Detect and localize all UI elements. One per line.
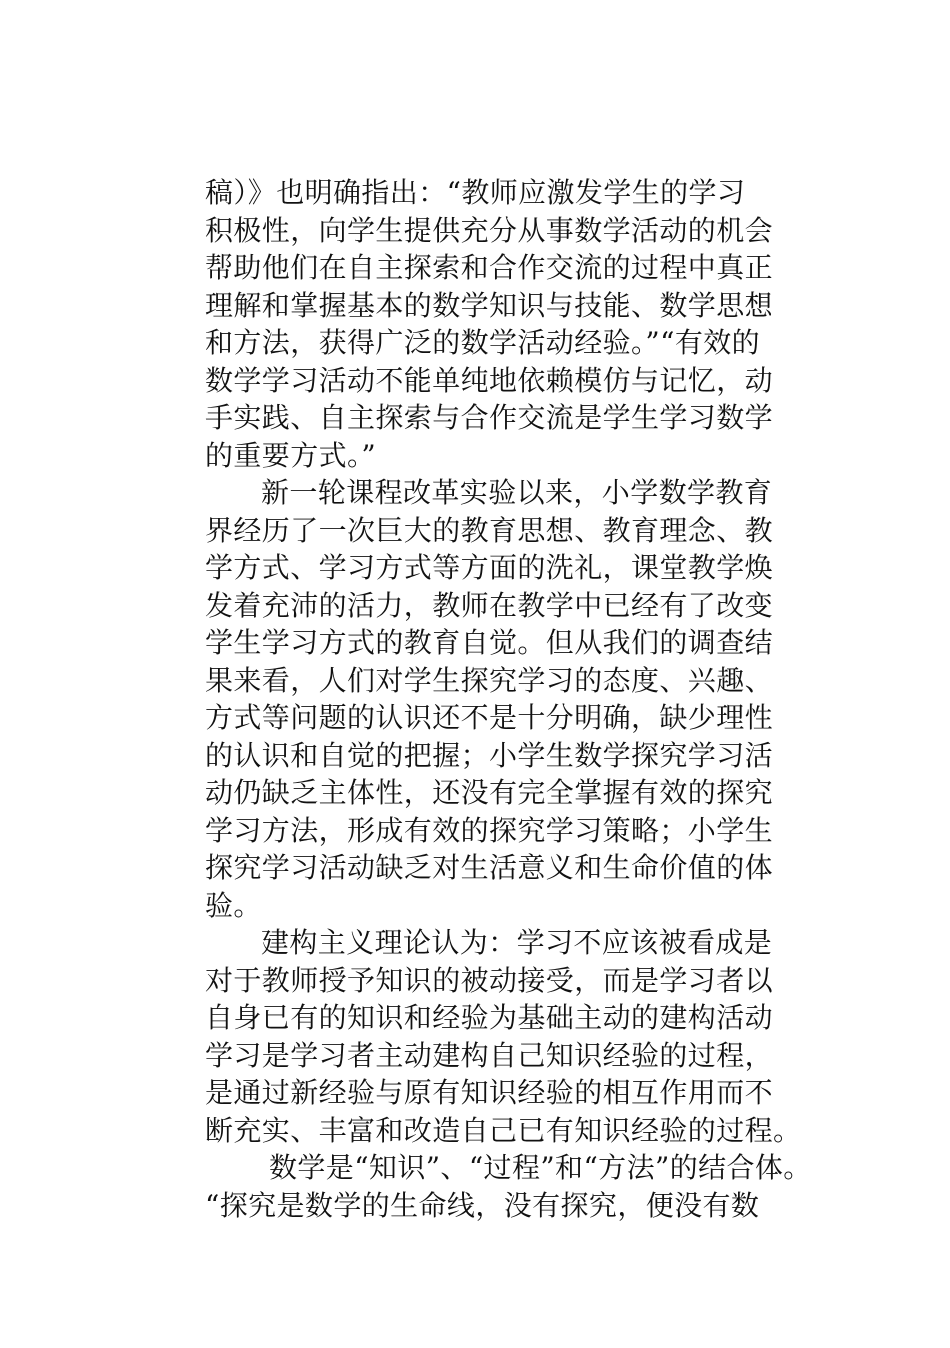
paragraph: [205, 924, 802, 1149]
text-line: 果来看，人们对学生探究学习的态度、兴趣、: [205, 663, 774, 697]
text-line: 理解和掌握基本的数学知识与技能、数学思想: [205, 288, 774, 322]
text-line: 的认识和自觉的把握；小学生数学探究学习活: [205, 738, 774, 772]
text-line: 学方式、学习方式等方面的洗礼，课堂教学焕: [205, 551, 774, 584]
text-line: 断充实、丰富和改造自己已有知识经验的过程。: [205, 1113, 802, 1147]
text-line: 界经历了一次巨大的教育思想、教育理念、教: [205, 513, 774, 547]
text-line: 自身已有的知识和经验为基础主动的建构活动: [205, 1001, 774, 1034]
text-line: 建构主义理论认为：学习不应该被看成是: [261, 926, 773, 959]
text-line: 学习是学习者主动建构自己知识经验的过程，: [205, 1038, 774, 1072]
text-line: 新一轮课程改革实验以来，小学数学教育: [261, 476, 773, 509]
text-line: 方式等问题的认识还不是十分明确，缺少理性: [205, 701, 774, 734]
text-line: 和方法，获得广泛的数学活动经验。”“有效的: [205, 326, 761, 359]
text-line: 手实践、自主探索与合作交流是学生学习数学: [205, 401, 774, 434]
text-line: 学习方法，形成有效的探究学习策略；小学生: [205, 813, 774, 847]
text-line: 的重要方式。”: [205, 438, 377, 472]
text-line: 稿）》也明确指出：“教师应激发学生的学习: [205, 176, 746, 209]
text-line: 积极性，向学生提供充分从事数学活动的机会: [205, 213, 774, 247]
paragraph: [205, 1149, 812, 1224]
text-line: 数学是“知识”、“过程”和“方法”的结合体。: [269, 1151, 812, 1184]
text-line: 发着充沛的活力，教师在教学中已经有了改变: [205, 588, 774, 622]
text-line: 对于教师授予知识的被动接受，而是学习者以: [205, 963, 774, 997]
text-line: 数学学习活动不能单纯地依赖模仿与记忆，动: [205, 363, 774, 397]
text-line: 是通过新经验与原有知识经验的相互作用而不: [205, 1076, 774, 1109]
text-line: 验。: [205, 888, 262, 922]
body-text: [205, 174, 812, 1224]
text-line: 动仍缺乏主体性，还没有完全掌握有效的探究: [205, 776, 774, 809]
text-line: 学生学习方式的教育自觉。但从我们的调查结: [205, 626, 774, 659]
paragraph: [205, 174, 774, 474]
text-line: 探究学习活动缺乏对生活意义和生命价值的体: [205, 851, 774, 884]
text-line: “探究是数学的生命线，没有探究，便没有数: [205, 1188, 760, 1222]
paragraph: [205, 474, 774, 924]
text-line: 帮助他们在自主探索和合作交流的过程中真正: [205, 251, 774, 284]
